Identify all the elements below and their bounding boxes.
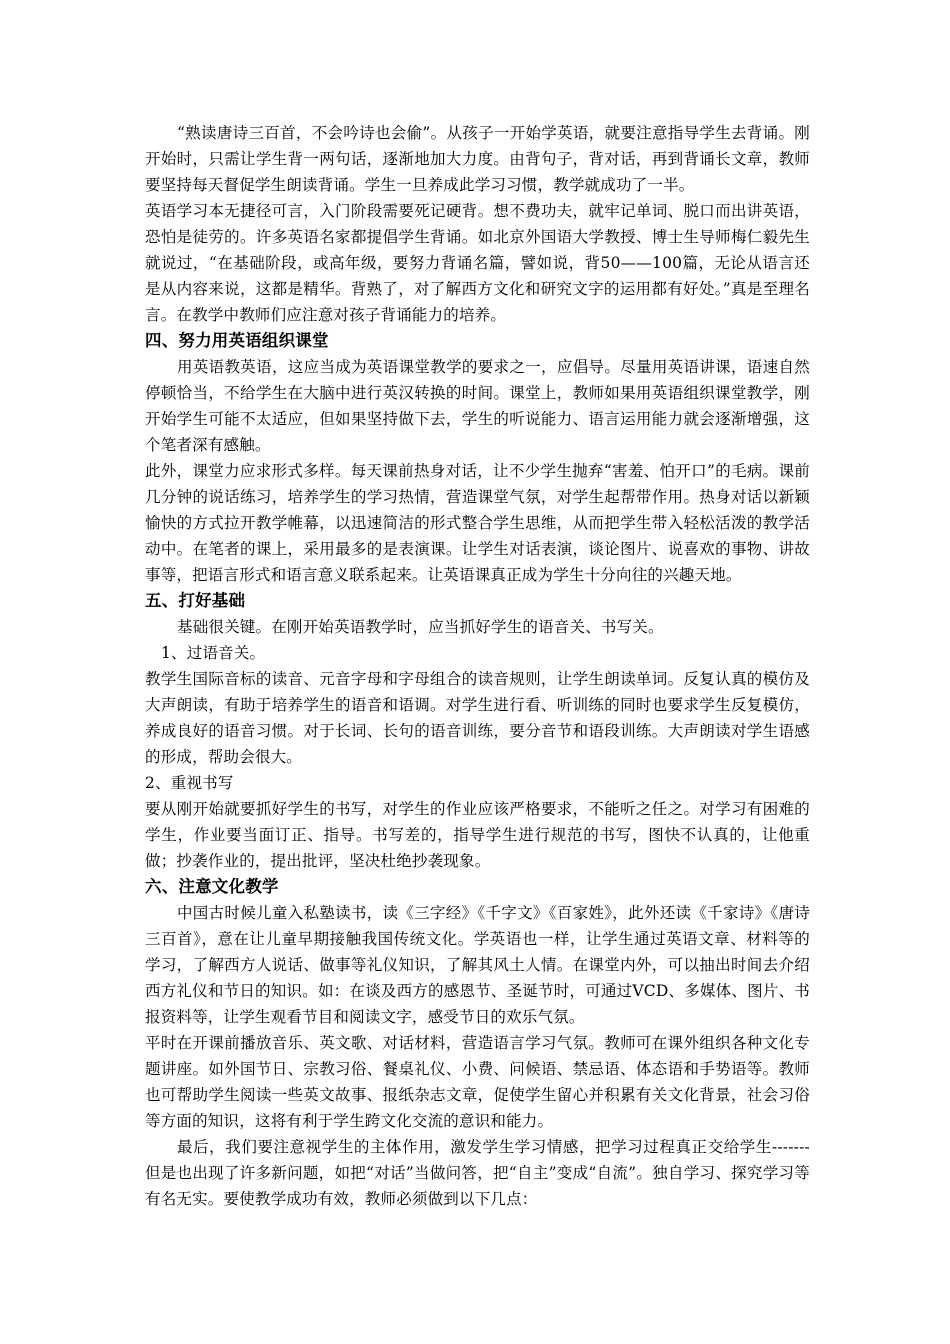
- paragraph: 此外，课堂力应求形式多样。每天课前热身对话，让不少学生抛弃“害羞、怕开口”的毛病。课前几分钟的说话练习，培养学生的学习热情，营造课堂气氛，对学生起帮带作用。热身对话以新颖愉快的方式拉开教学帷幕，以迅速简洁的形式整合学生思维，从而把学生带入轻松活泼的教学活动中。在笔者的课上，采用最多的是表演课。让学生对话表演，谈论图片、说喜欢的事物、讲故事等，把语言形式和语言意义联系起来。让英语课真正成为学生十分向往的兴趣天地。: [145, 462, 810, 584]
- paragraph: 1、过语音关。: [161, 644, 266, 662]
- paragraph: 2、重视书写: [145, 774, 234, 792]
- document-body: [145, 120, 810, 1212]
- paragraph: 用英语教英语，这应当成为英语课堂教学的要求之一，应倡导。尽量用英语讲课，语速自然停顿恰当，不给学生在大脑中进行英汉转换的时间。课堂上，教师如果用英语组织课堂教学，刚开始学生可能不太适应，但如果坚持做下去，学生的听说能力、语言运用能力就会逐渐增强，这个笔者深有感触。: [145, 358, 810, 454]
- paragraph: 中国古时候儿童入私塾读书，读《三字经》《千字文》《百家姓》，此外还读《千家诗》《唐诗三百首》，意在让儿童早期接触我国传统文化。学英语也一样，让学生通过英语文章、材料等的学习，了解西方人说话、做事等礼仪知识，了解其风土人情。在课堂内外，可以抽出时间去介绍西方礼仪和节日的知识。如：在谈及西方的感恩节、圣诞节时，可通过VCD、多媒体、图片、书报资料等，让学生观看节目和阅读文字，感受节日的欢乐气氛。: [145, 904, 810, 1026]
- section-heading: 四、努力用英语组织课堂: [145, 331, 329, 350]
- paragraph: “熟读唐诗三百首，不会吟诗也会偷”。从孩子一开始学英语，就要注意指导学生去背诵。刚开始时，只需让学生背一两句话，逐渐地加大力度。由背句子，背对话，再到背诵长文章，教师要坚持每天督促学生朗读背诵。学生一旦养成此学习习惯，教学就成功了一半。: [145, 124, 810, 194]
- paragraph: 平时在开课前播放音乐、英文歌、对话材料，营造语言学习气氛。教师可在课外组织各种文化专题讲座。如外国节日、宗教习俗、餐桌礼仪、小费、问候语、禁忌语、体态语和手势语等。教师也可帮助学生阅读一些英文故事、报纸杂志文章，促使学生留心并积累有关文化背景，社会习俗等方面的知识，这将有利于学生跨文化交流的意识和能力。: [145, 1034, 810, 1130]
- paragraph: 要从刚开始就要抓好学生的书写，对学生的作业应该严格要求，不能听之任之。对学习有困难的学生，作业要当面订正、指导。书写差的，指导学生进行规范的书写，图快不认真的，让他重做；抄袭作业的，提出批评，坚决杜绝抄袭现象。: [145, 800, 810, 870]
- section-heading: 六、注意文化教学: [145, 877, 279, 896]
- paragraph: 英语学习本无捷径可言，入门阶段需要死记硬背。想不费功夫，就牢记单词、脱口而出讲英语，恐怕是徒劳的。许多英语名家都提倡学生背诵。如北京外国语大学教授、博士生导师梅仁毅先生就说过，“在基础阶段，或高年级，要努力背诵名篇，譬如说，背50——100篇，无论从语言还是从内容来说，这都是精华。背熟了，对了解西方文化和研究文字的运用都有好处。”真是至理名言。在教学中教师们应注意对孩子背诵能力的培养。: [145, 202, 810, 324]
- paragraph: 基础很关键。在刚开始英语教学时，应当抓好学生的语音关、书写关。: [177, 618, 664, 636]
- section-heading: 五、打好基础: [145, 591, 246, 610]
- paragraph: 教学生国际音标的读音、元音字母和字母组合的读音规则，让学生朗读单词。反复认真的模仿及大声朗读，有助于培养学生的语音和语调。对学生进行看、听训练的同时也要求学生反复模仿，养成良好的语音习惯。对于长词、长句的语音训练，要分音节和语段训练。大声朗读对学生语感的形成，帮助会很大。: [145, 670, 810, 766]
- paragraph: 最后，我们要注意视学生的主体作用，激发学生学习情感，把学习过程真正交给学生-------但是也出现了许多新问题，如把“对话”当做问答，把“自主”变成“自流”。独自学习、探究学习等有名无实。要使教学成功有效，教师必须做到以下几点：: [145, 1138, 810, 1208]
